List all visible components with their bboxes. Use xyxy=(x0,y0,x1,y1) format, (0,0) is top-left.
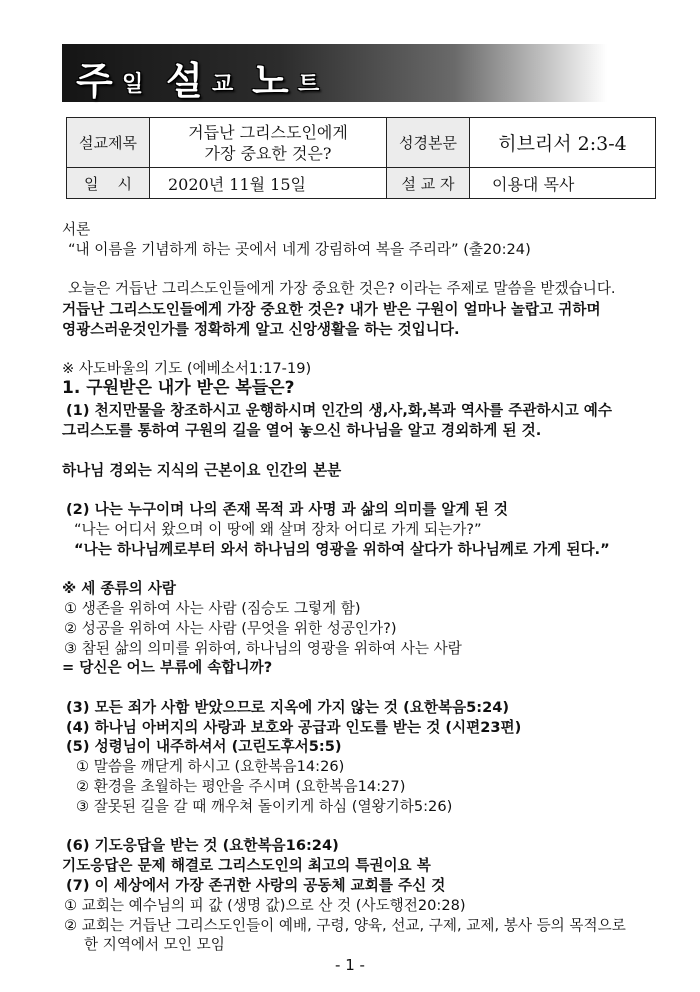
type-1: ① 생존을 위하여 사는 사람 (짐승도 그렇게 함) xyxy=(64,600,361,617)
point-4: (4) 하나님 아버지의 사랑과 보호와 공급과 인도를 받는 것 (시편23편) xyxy=(66,719,522,736)
sermon-title-line1: 거듭난 그리스도인에게 xyxy=(188,122,348,142)
point-7: (7) 이 세상에서 가장 존귀한 사랑의 공동체 교회를 주신 것 xyxy=(66,877,446,894)
paragraph-1-line-2: 거듭난 그리스도인들에게 가장 중요한 것은? 내가 받은 구원이 얼마나 놀랍고 귀하며 xyxy=(62,301,601,318)
point-1-line-1: (1) 천지만물을 창조하시고 운행하시며 인간의 생,사,화,복과 역사를 주관하시고 예수 xyxy=(66,402,612,419)
preacher-value: 이용대 목사 xyxy=(470,168,656,199)
point-5-sub-3: ③ 잘못된 길을 갈 때 깨우쳐 돌이키게 하심 (열왕기하5:26) xyxy=(76,798,453,815)
point-7-sub-1: ① 교회는 예수님의 피 값 (생명 값)으로 산 것 (사도행전20:28) xyxy=(64,897,466,914)
sermon-title xyxy=(150,118,387,168)
sermon-title-line2: 가장 중요한 것은? xyxy=(204,143,332,163)
fear-of-god-note: 하나님 경외는 지식의 근본이요 인간의 본분 xyxy=(62,462,342,479)
banner-char-1: 주 xyxy=(76,59,113,103)
type-3: ③ 참된 삶의 의미를 위하여, 하나님의 영광을 위하여 사는 사람 xyxy=(64,640,462,657)
date-label-text: 일 시 xyxy=(83,174,133,193)
banner-char-5: 노 xyxy=(252,59,289,103)
paragraph-1-line-3: 영광스러운것인가를 정확하게 알고 신앙생활을 하는 것입니다. xyxy=(62,321,460,338)
scripture-label: 성경본문 xyxy=(387,118,470,168)
point-2-question: “나는 어디서 왔으며 이 땅에 왜 살며 장차 어디로 가게 되는가?” xyxy=(74,521,482,538)
title-label: 설교제목 xyxy=(67,118,150,168)
type-question: = 당신은 어느 부류에 속합니까? xyxy=(62,659,273,676)
intro-label: 서론 xyxy=(62,221,91,238)
page-number: - 1 - xyxy=(335,956,365,974)
point-7-sub-2-line-1: ② 교회는 거듭난 그리스도인들이 예배, 구령, 양육, 선교, 구제, 교제, 봉사 등의 목적으로 xyxy=(64,917,626,934)
point-2-line-1: (2) 나는 누구이며 나의 존재 목적 과 사명 과 삶의 의미를 알게 된 것 xyxy=(66,501,508,518)
banner-char-3: 설 xyxy=(166,59,203,103)
type-2: ② 성공을 위하여 사는 사람 (무엇을 위한 성공인가?) xyxy=(64,620,397,637)
sermon-info-table xyxy=(66,117,656,199)
paragraph-1-line-1: 오늘은 거듭난 그리스도인들에게 가장 중요한 것은? 이라는 주제로 말씀을 받겠습니다. xyxy=(68,280,616,297)
banner-char-4: 교 xyxy=(212,72,234,97)
point-2-answer: “나는 하나님께로부터 와서 하나님의 영광을 위하여 살다가 하나님께로 가게 된다.” xyxy=(74,541,610,558)
point-6-note: 기도응답은 문제 해결로 그리스도인의 최고의 특권이요 복 xyxy=(62,857,431,874)
point-5-sub-2: ② 환경을 초월하는 평안을 주시며 (요한복음14:27) xyxy=(76,778,406,795)
banner-char-2: 일 xyxy=(122,72,144,97)
intro-quote: “내 이름을 기념하게 하는 곳에서 네게 강림하여 복을 주리라” (출20:24) xyxy=(68,241,531,258)
point-1-line-2: 그리스도를 통하여 구원의 길을 열어 놓으신 하나님을 알고 경외하게 된 것. xyxy=(62,422,542,439)
point-6: (6) 기도응답을 받는 것 (요한복음16:24) xyxy=(66,837,339,854)
point-7-sub-2-line-2: 한 지역에서 모인 모임 xyxy=(84,936,225,953)
three-types-heading: ※ 세 종류의 사람 xyxy=(62,580,177,597)
point-5: (5) 성령님이 내주하셔서 (고린도후서5:5) xyxy=(66,738,342,755)
point-5-sub-1: ① 말씀을 깨닫게 하시고 (요한복음14:26) xyxy=(76,758,345,775)
date-label xyxy=(67,168,150,199)
preacher-label: 설 교 자 xyxy=(387,168,470,199)
date-value: 2020년 11월 15일 xyxy=(150,168,387,199)
section-heading-1: 1. 구원받은 내가 받은 복들은? xyxy=(62,378,295,398)
title-banner xyxy=(62,44,607,102)
point-3: (3) 모든 죄가 사함 받았으므로 지옥에 가지 않는 것 (요한복음5:24) xyxy=(66,699,510,716)
scripture-value: 히브리서 2:3-4 xyxy=(470,118,656,168)
banner-char-6: 트 xyxy=(298,72,320,97)
paul-prayer-note: ※ 사도바울의 기도 (에베소서1:17-19) xyxy=(62,360,312,377)
